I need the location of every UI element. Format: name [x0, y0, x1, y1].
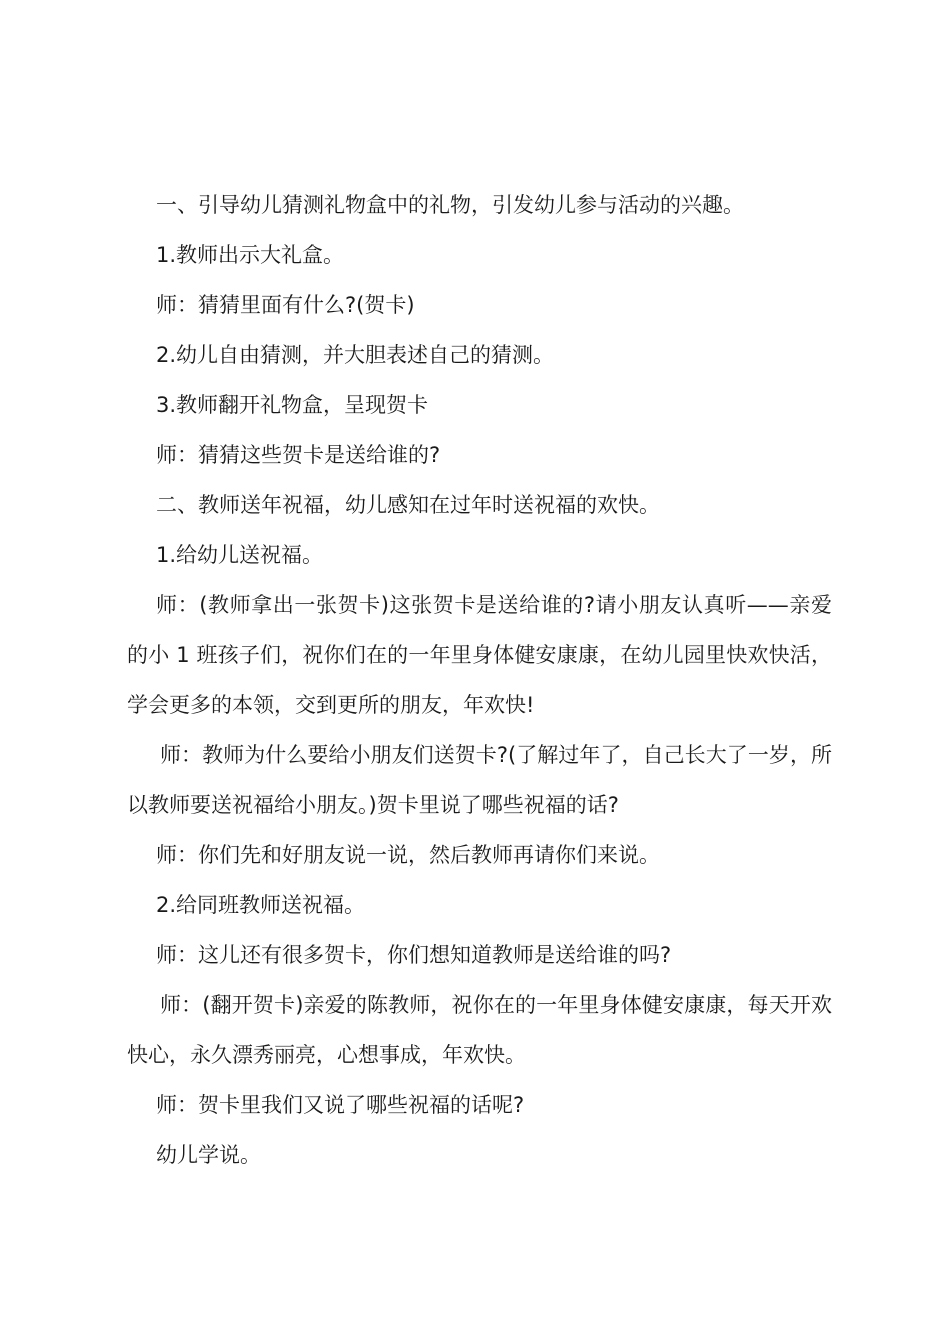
heading-2: 二、教师送年祝福，幼儿感知在过年时送祝福的欢快。: [156, 493, 660, 517]
paragraph: 师：(翻开贺卡)亲爱的陈教师，祝你在的一年里身体健安康康，每天开欢快心，永久漂秀丽亮，心想事成，年欢快。: [127, 993, 832, 1067]
document-body: [127, 180, 832, 1180]
paragraph: 幼儿学说。: [156, 1143, 261, 1167]
paragraph: 师：教师为什么要给小朋友们送贺卡?(了解过年了，自己长大了一岁，所以教师要送祝福给小朋友。)贺卡里说了哪些祝福的话?: [127, 743, 832, 817]
paragraph: 师：猜猜这些贺卡是送给谁的?: [156, 443, 441, 467]
paragraph: 师：你们先和好朋友说一说，然后教师再请你们来说。: [156, 843, 660, 867]
paragraph: 2.幼儿自由猜测，并大胆表述自己的猜测。: [156, 343, 555, 367]
paragraph: 师：这儿还有很多贺卡，你们想知道教师是送给谁的吗?: [156, 943, 672, 967]
paragraph: 1.教师出示大礼盒。: [156, 243, 345, 267]
paragraph: 师：贺卡里我们又说了哪些祝福的话呢?: [156, 1093, 525, 1117]
paragraph: 师：(教师拿出一张贺卡)这张贺卡是送给谁的?请小朋友认真听——亲爱的小 1 班孩子们，祝你们在的一年里身体健安康康，在幼儿园里快欢快活，学会更多的本领，交到更所的朋友，年欢快!: [127, 593, 832, 717]
paragraph: 1.给幼儿送祝福。: [156, 543, 324, 567]
paragraph: 师：猜猜里面有什么?(贺卡): [156, 293, 415, 317]
paragraph: 3.教师翻开礼物盒，呈现贺卡: [156, 393, 429, 417]
heading-1: 一、引导幼儿猜测礼物盒中的礼物，引发幼儿参与活动的兴趣。: [156, 193, 744, 217]
paragraph: 2.给同班教师送祝福。: [156, 893, 366, 917]
